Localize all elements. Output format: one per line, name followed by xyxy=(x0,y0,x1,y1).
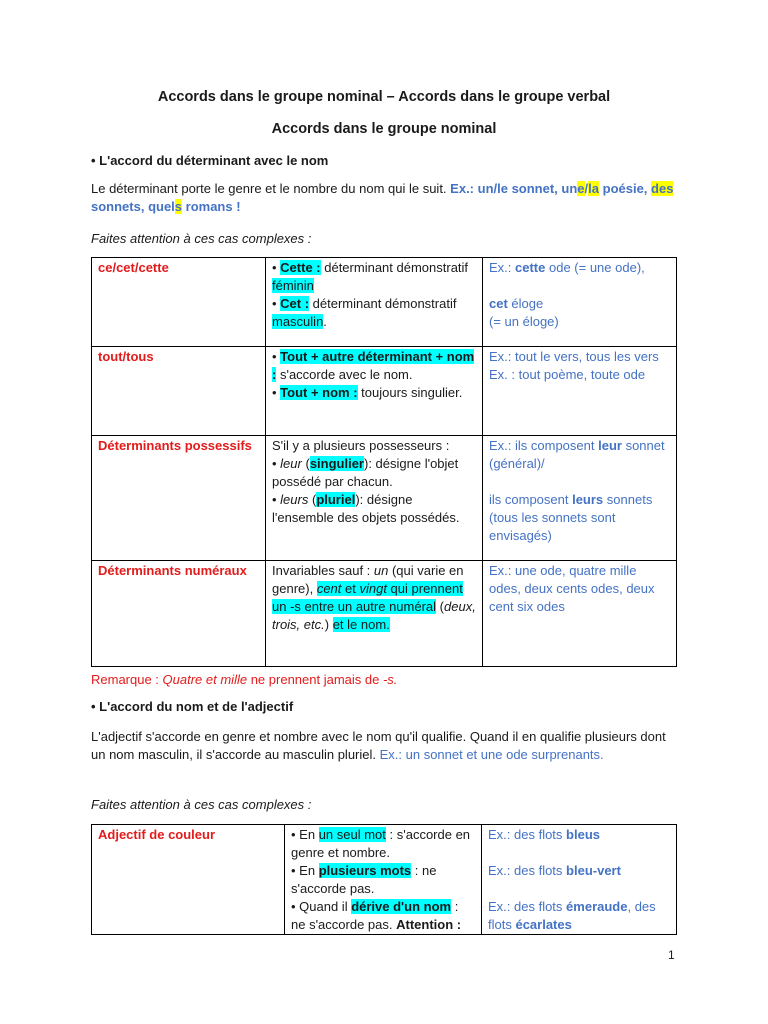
table-adjectives xyxy=(91,824,677,935)
table-cell: • En un seul mot : s'accorde en genre et nombre. • En plusieurs mots : ne s'accorde pas. • Quand il dérive d'un nom : ne s'accorde pas. Attention : xyxy=(285,825,482,935)
table-cell: S'il y a plusieurs possesseurs : • leur (singulier): désigne l'objet possédé par chacun. • leurs (pluriel): désigne l'ensemble des objets possédés. xyxy=(266,436,483,561)
heading-adjective: • L'accord du nom et de l'adjectif xyxy=(91,699,294,714)
attention-note-1: Faites attention à ces cas complexes : xyxy=(91,231,312,246)
table-cell: tout/tous xyxy=(92,347,266,436)
table-cell: • Tout + autre déterminant + nom : s'accorde avec le nom. • Tout + nom : toujours singulier. xyxy=(266,347,483,436)
table-cell: Déterminants numéraux xyxy=(92,561,266,667)
example: Ex.: un/le sonnet, une/la poésie, des sonnets, quels romans ! xyxy=(91,181,674,214)
paragraph-text: L'adjectif s'accorde en genre et nombre avec le nom qu'il qualifie. Quand il en qualifie plusieurs dont un nom masculin, il s'accorde au masculin pluriel. xyxy=(91,729,666,762)
remarque-note: Remarque : Quatre et mille ne prennent jamais de -s. xyxy=(91,672,398,687)
page-number: 1 xyxy=(668,948,675,962)
heading-determinant: • L'accord du déterminant avec le nom xyxy=(91,153,329,168)
table-cell: Ex.: une ode, quatre mille odes, deux cents odes, deux cent six odes xyxy=(483,561,677,667)
attention-note-2: Faites attention à ces cas complexes : xyxy=(91,797,312,812)
table-cell: Ex.: des flots bleus Ex.: des flots bleu-vert Ex.: des flots émeraude, des flots écarlates xyxy=(482,825,677,935)
section-title: Accords dans le groupe nominal xyxy=(271,121,497,137)
table-cell: Adjectif de couleur xyxy=(92,825,285,935)
table-cell: Ex.: ils composent leur sonnet (général)/ ils composent leurs sonnets (tous les sonnets sont envisagés) xyxy=(483,436,677,561)
paragraph-text: Le déterminant porte le genre et le nombre du nom qui le suit. xyxy=(91,181,451,196)
paragraph-determinant xyxy=(91,180,681,216)
table-cell: Invariables sauf : un (qui varie en genre), cent et vingt qui prennent un -s entre un autre numéral (deux, trois, etc.) et le nom. xyxy=(266,561,483,667)
table-cell: ce/cet/cette xyxy=(92,258,266,347)
table-cell: Déterminants possessifs xyxy=(92,436,266,561)
document-title: Accords dans le groupe nominal – Accords dans le groupe verbal xyxy=(157,89,611,105)
table-row xyxy=(92,436,677,561)
table-row xyxy=(92,347,677,436)
table-cell: • Cette : déterminant démonstratif féminin • Cet : déterminant démonstratif masculin. xyxy=(266,258,483,347)
table-determinants xyxy=(91,257,677,667)
table-cell: Ex.: tout le vers, tous les vers Ex. : tout poème, toute ode xyxy=(483,347,677,436)
table-row xyxy=(92,825,677,935)
table-row xyxy=(92,258,677,347)
example: Ex.: un sonnet et une ode surprenants. xyxy=(379,747,604,762)
table-row xyxy=(92,561,677,667)
paragraph-adjective xyxy=(91,728,681,764)
table-cell: Ex.: cette ode (= une ode), cet éloge (= un éloge) xyxy=(483,258,677,347)
